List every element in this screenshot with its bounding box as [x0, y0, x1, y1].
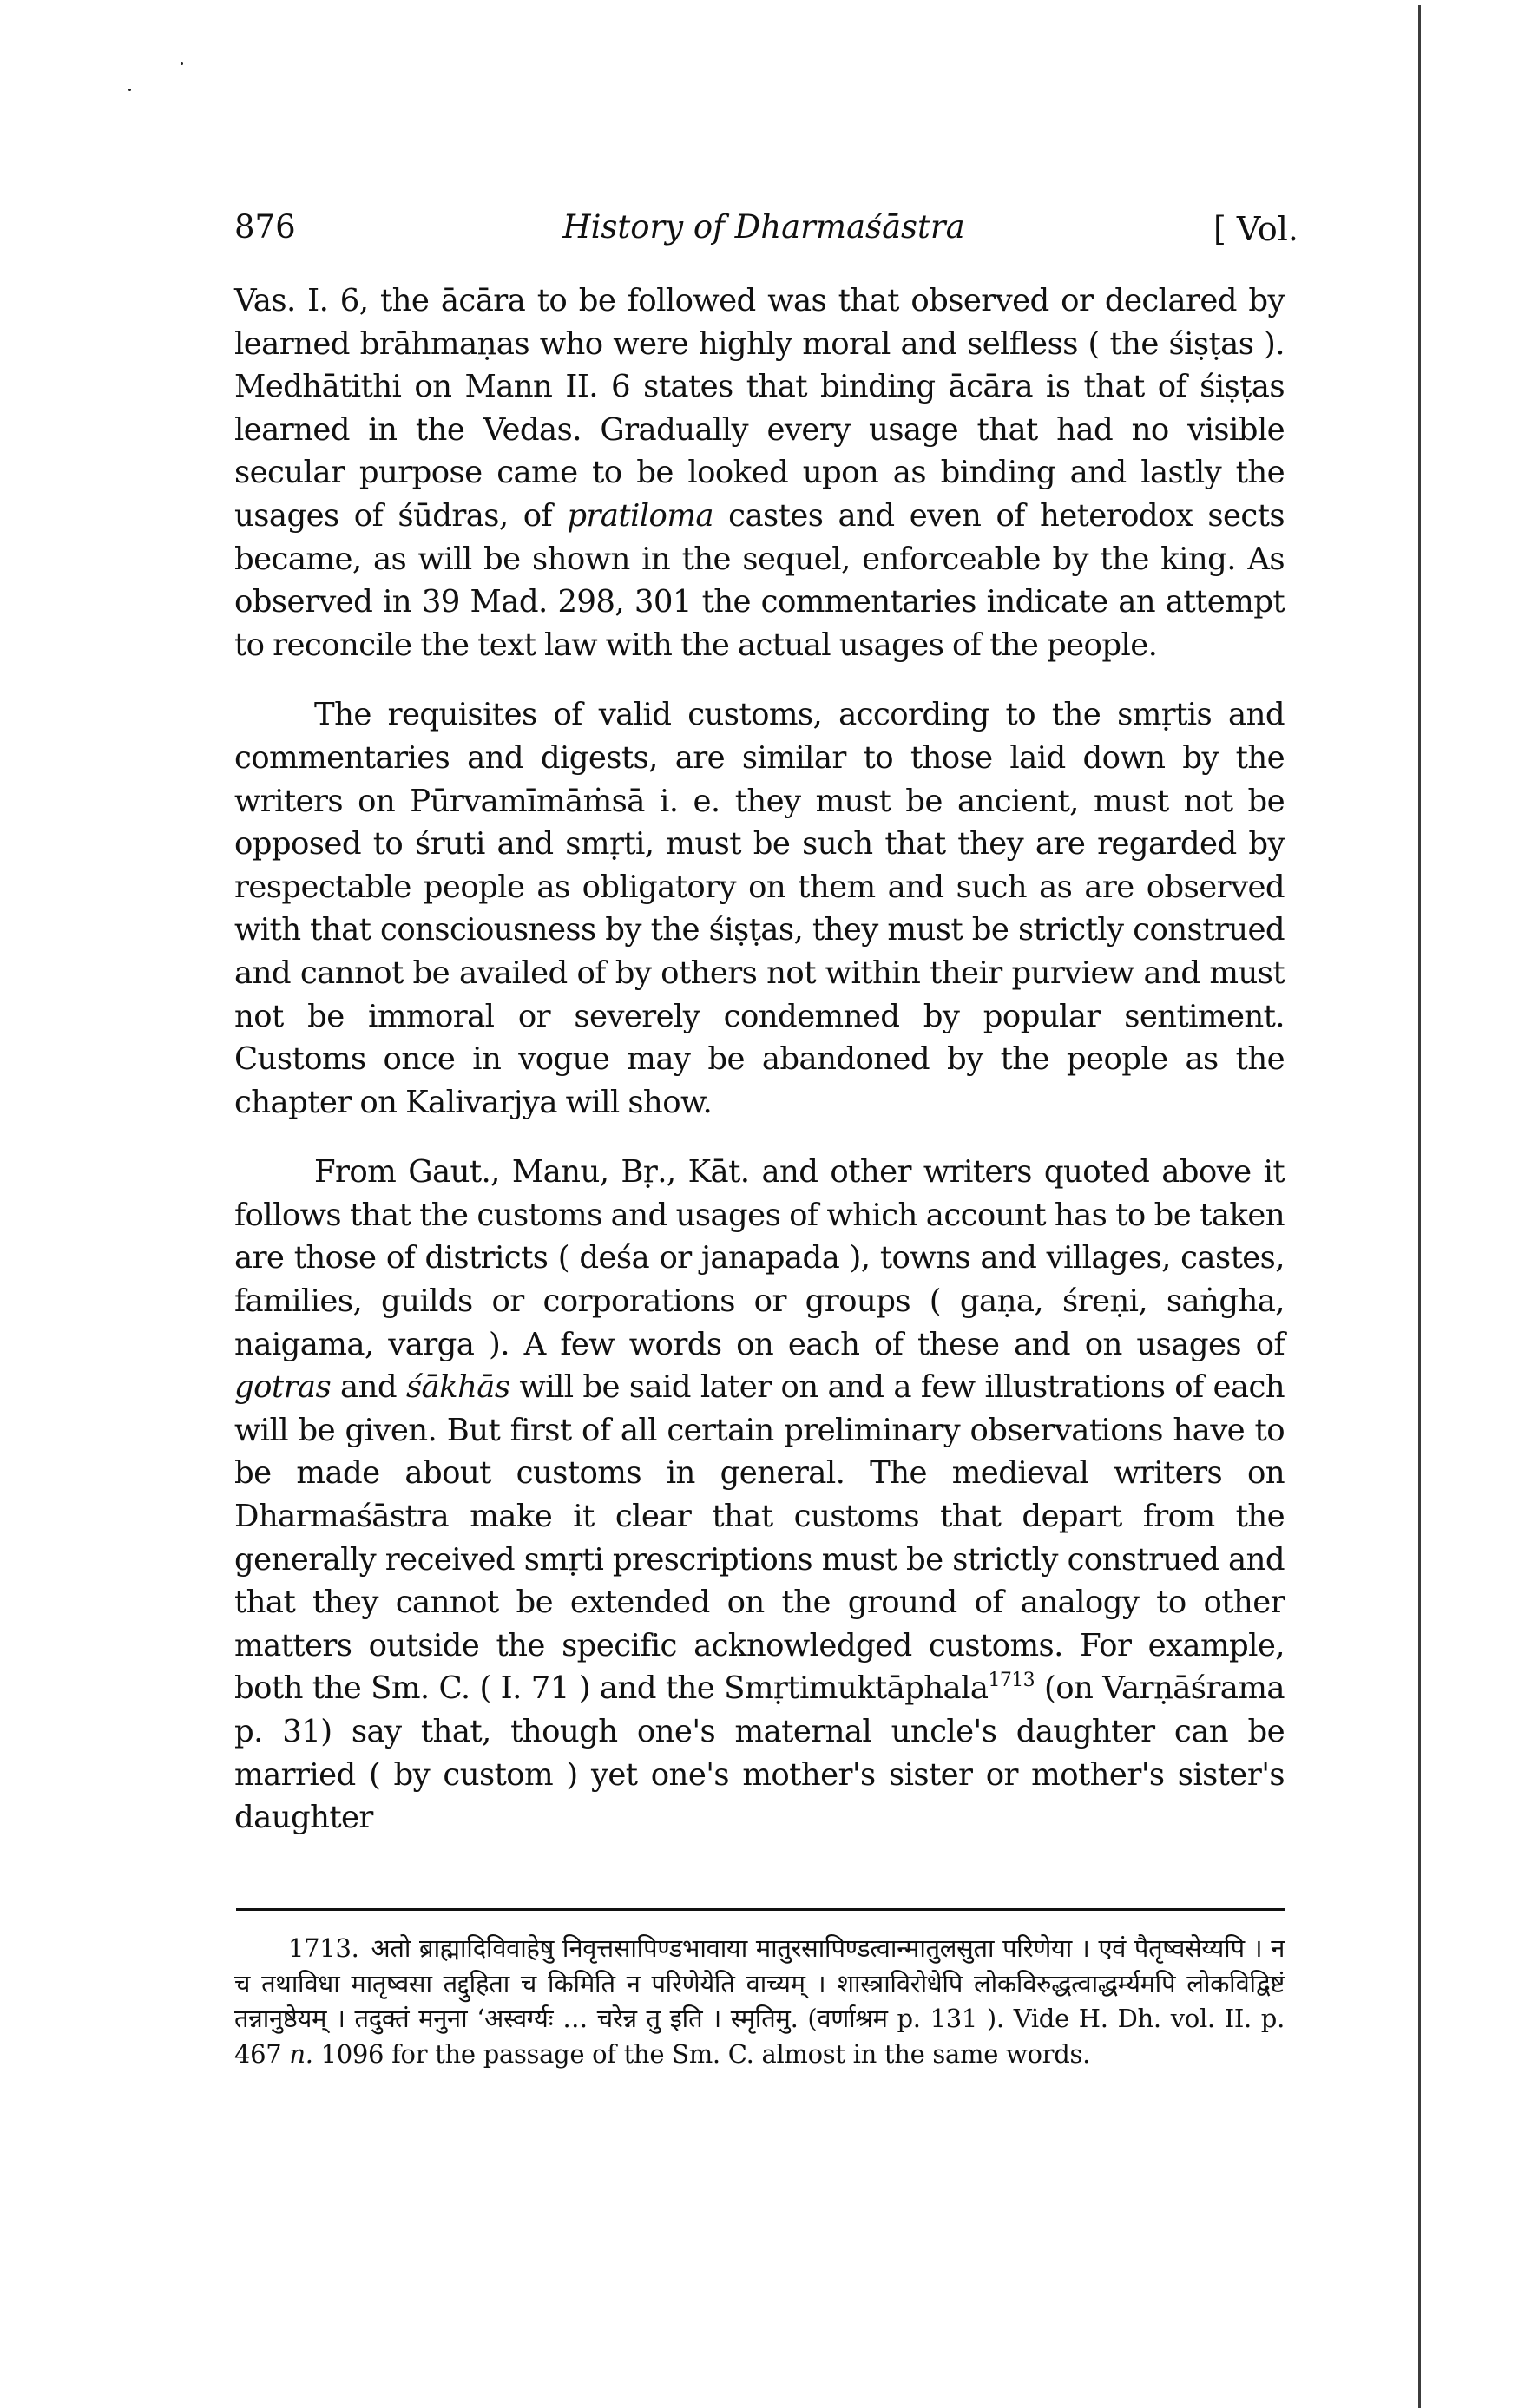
text-run: From Gaut., Manu, Bṛ., Kāt. and other writers quoted above it follows that the customs and usages of which account has to be taken are those of districts ( deśa or janapada ), towns and villages, castes, families, guilds or corporations or groups ( gaṇa, śreṇi, saṅgha, naigama, varga ). A few words on each of these and on usages of: [234, 1154, 1285, 1362]
footnotes: [234, 1931, 1285, 2071]
paragraph-requisites-of-customs: [234, 693, 1285, 1124]
italic-term: pratiloma: [567, 497, 713, 534]
italic-term: gotras: [234, 1369, 332, 1406]
italic-term: śākhās: [405, 1369, 510, 1406]
italic-term: n.: [289, 2038, 313, 2069]
footnote-number: 1713.: [288, 1933, 359, 1963]
text-run: castes and even of heterodox sects became, as will be shown in the sequel, enforceable by the king. As observed in 39 Mad. 298, 301 the commentaries indicate an attempt to reconcile the text law with the actual usages of the people.: [234, 497, 1285, 663]
text-run: 1096 for the passage of the Sm. C. almost in the same words.: [312, 2038, 1090, 2069]
paragraph-sources-of-customs: [234, 1151, 1285, 1840]
book-title: History of Dharmaśāstra: [562, 208, 965, 246]
binding-gutter-line: [1418, 5, 1421, 2408]
scan-speck: [181, 62, 183, 65]
text-run: will be said later on and a few illustrations of each will be given. But first of all certain preliminary observations have to be made about customs in general. The medieval writers on Dharmaśāstra make it clear that customs that depart from the generally received smṛti prescriptions must be strictly construed and that they cannot be extended on the ground of analogy to other matters outside the specific acknowledged customs. For example, both the Sm. C. ( I. 71 ) and the Smṛtimuktāphala: [234, 1369, 1285, 1707]
text-run: अतो ब्राह्मादिविवाहेषु निवृत्तसापिण्डभावाया मातुरसापिण्डत्वान्मातुलसुता परिणेया । एवं पैतृष्वसेय्यपि । न च तथाविधा मातृष्वसा तद्दुहिता च किमिति न परिणेयेति वाच्यम् । शास्त्राविरोधेपि लोकविरुद्धत्वाद्धर्म्यमपि लोकविद्विष्टं तन्नानुष्ठेयम् । तदुक्तं मनुना ‘अस्वर्ग्यः … चरेन्न तु इति । स्मृतिमु. (वर्णाश्रम p. 131 ). Vide H. Dh. vol. II. p. 467: [234, 1933, 1285, 2069]
page-number: 876: [234, 208, 296, 246]
body-text: [234, 279, 1285, 1840]
paragraph-continued: [234, 279, 1285, 666]
scan-speck: [128, 89, 131, 91]
footnote-text: [234, 1933, 1285, 2069]
text-run: (on Varṇāśrama p. 31) say that, though one's maternal uncle's daughter can be married ( by custom ) yet one's mother's sister or mother's sister's daughter: [234, 1670, 1285, 1836]
footnote-separator-rule: [236, 1908, 1285, 1911]
running-head: [234, 201, 1298, 253]
volume-marker: [ Vol.: [1213, 210, 1298, 248]
footnote-1713: [234, 1931, 1285, 2071]
footnote-reference: 1713: [988, 1670, 1035, 1692]
text-run: The requisites of valid customs, according to the smṛtis and commentaries and digests, are similar to those laid down by the writers on Pūrvamīmāṁsā i. e. they must be ancient, must not be opposed to śruti and smṛti, must be such that they are regarded by respectable people as obligatory on them and such as are observed with that consciousness by the śiṣṭas, they must be strictly construed and cannot be availed of by others not within their purview and must not be immoral or severely condemned by popular sentiment. Customs once in vogue may be abandoned by the people as the chapter on Kalivarjya will show.: [234, 697, 1285, 1120]
text-run: and: [331, 1369, 406, 1406]
text-run: Vas. I. 6, the ācāra to be followed was that observed or declared by learned brāhmaṇas who were highly moral and selfless ( the śiṣṭas ). Medhātithi on Mann II. 6 states that binding ācāra is that of śiṣṭas learned in the Vedas. Gradually every usage that had no visible secular purpose came to be looked upon as binding and lastly the usages of śūdras, of: [234, 283, 1285, 534]
